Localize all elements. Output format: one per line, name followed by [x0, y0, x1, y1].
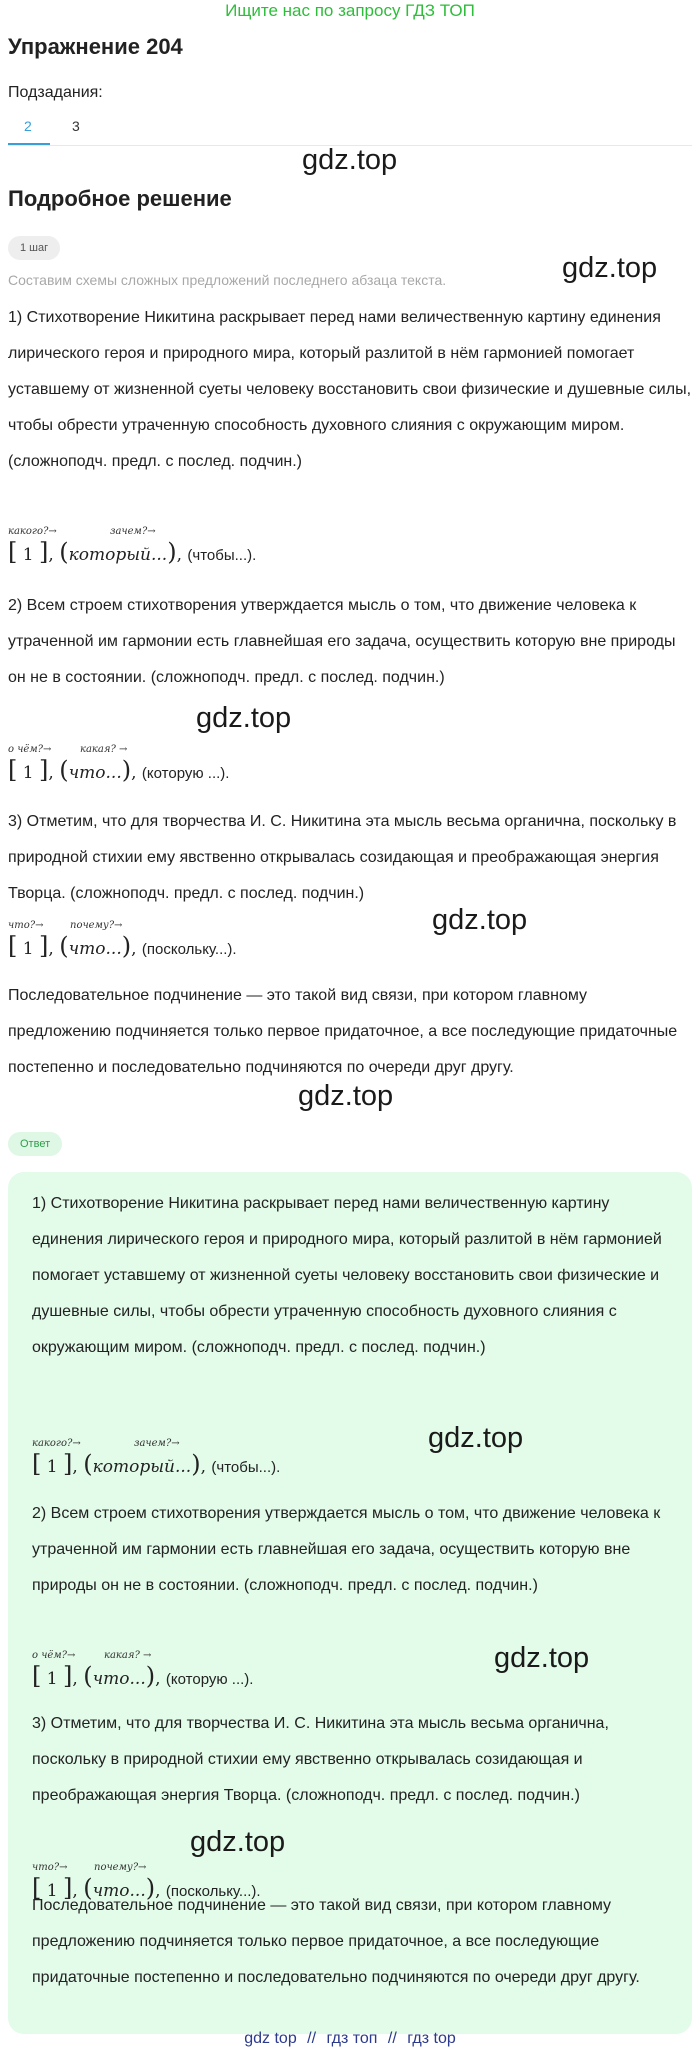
- scheme-question: зачем?→: [134, 1438, 180, 1449]
- scheme-question: о чём?→: [8, 744, 52, 755]
- watermark: gdz.top: [428, 1422, 524, 1454]
- scheme-main-clause: 1: [22, 545, 34, 565]
- footer-separator: //: [387, 2030, 397, 2047]
- answer-paragraph-3: 3) Отметим, что для творчества И. С. Никитина эта мысль весьма органична, поскольку в природной стихии ему явственно открывалась созидающая и преображающая энергия Творца. (сложноподч. предл. с послед. подчин.): [32, 1715, 609, 1804]
- scheme-clause-tail: (поскольку...).: [165, 1883, 261, 1900]
- footer-link[interactable]: гдз top: [407, 2030, 456, 2047]
- scheme-question: что?→: [8, 920, 44, 931]
- scheme-clause: что...: [68, 939, 122, 959]
- scheme-main-clause: 1: [22, 763, 34, 783]
- watermark: gdz.top: [190, 1826, 286, 1858]
- answer-badge: Ответ: [8, 1132, 62, 1156]
- scheme-clause: что...: [92, 1881, 146, 1901]
- scheme-clause: который...: [92, 1457, 192, 1477]
- tab-subtask-3[interactable]: 3: [72, 118, 80, 134]
- subtask-tabs: [8, 112, 692, 146]
- solution-paragraph-2: 2) Всем строем стихотворения утверждается мысль о том, что движение человека к утраченной им гармонии есть главнейшая его задача, осуществить которую вне природы он не в состоянии. (сложноподч. предл. с послед. подчин.): [8, 597, 676, 686]
- scheme-clause: что...: [92, 1669, 146, 1689]
- solution-paragraph-4: Последовательное подчинение — это такой вид связи, при котором главному предложению подчиняется только первое придаточное, а все последующие придаточные постепенно и последовательно подчиняются по очереди друг другу.: [8, 987, 678, 1076]
- scheme-clause-tail: (чтобы...).: [187, 547, 257, 564]
- footer-link[interactable]: gdz top: [244, 2030, 297, 2047]
- answer-paragraph-1: 1) Стихотворение Никитина раскрывает перед нами величественную картину единения лирического героя и природного мира, который разлитой в нём гармонией помогает уставшему от жизненной суеты человеку восстановить свои физические и душевные силы, чтобы обрести утраченную способность духовного слияния с окружающим миром. (сложноподч. предл. с послед. подчин.): [32, 1195, 662, 1356]
- scheme-question: какого?→: [32, 1438, 81, 1449]
- solution-paragraph-1: 1) Стихотворение Никитина раскрывает перед нами величественную картину единения лирического героя и природного мира, который разлитой в нём гармонией помогает уставшему от жизненной суеты человеку восстановить свои физические и душевные силы, чтобы обрести утраченную способность духовного слияния с окружающим миром. (сложноподч. предл. с послед. подчин.): [8, 309, 692, 470]
- scheme-question: о чём?→: [32, 1650, 76, 1661]
- intro-text: Составим схемы сложных предложений последнего абзаца текста.: [8, 272, 447, 288]
- page-title: Упражнение 204: [8, 34, 183, 59]
- scheme-question: почему?→: [94, 1862, 147, 1873]
- scheme-clause-tail: (чтобы...).: [211, 1459, 281, 1476]
- scheme-main-clause: 1: [22, 939, 34, 959]
- footer-separator: //: [307, 2030, 317, 2047]
- footer-link[interactable]: гдз топ: [326, 2030, 378, 2047]
- watermark: gdz.top: [494, 1642, 590, 1674]
- scheme-clause: который...: [68, 545, 168, 565]
- watermark: gdz.top: [298, 1080, 394, 1112]
- step-badge: 1 шаг: [8, 236, 60, 260]
- scheme-main-clause: 1: [46, 1457, 58, 1477]
- scheme-clause-tail: (поскольку...).: [141, 941, 237, 958]
- watermark: gdz.top: [196, 702, 292, 734]
- scheme-question: что?→: [32, 1862, 68, 1873]
- tab-subtask-2[interactable]: 2: [24, 118, 32, 134]
- scheme-question: какая? →: [80, 744, 128, 755]
- scheme-clause-tail: (которую ...).: [141, 765, 230, 782]
- active-tab-indicator: [8, 143, 50, 145]
- watermark: gdz.top: [562, 252, 658, 284]
- scheme-question: какая? →: [104, 1650, 152, 1661]
- scheme-clause-tail: (которую ...).: [165, 1671, 254, 1688]
- watermark: gdz.top: [302, 144, 398, 176]
- scheme-clause: что...: [68, 763, 122, 783]
- answer-box: 1) Стихотворение Никитина раскрывает перед нами величественную картину единения лирического героя и природного мира, который разлитой в нём гармонией помогает уставшему от жизненной суеты человеку восстановить свои физические и душевные силы, чтобы обрести утраченную способность духовного слияния с окружающим миром. (сложноподч. предл. с послед. подчин.) gdz.top какого?→ зачем?→ [ 1 ], (который...), (чтобы...). 2) Всем строем стихотворения утверждается мысль о том, что движение человека к утраченной им гармонии есть главнейшая его задача, осуществить которую вне природы он не в состоянии. (сложноподч. предл. с послед. подчин.) gdz.top о чём?→ какая? → [ 1 ], (что...), (которую ...). 3) Отметим, что для творчества И. С. Никитина эта мысль весьма органична, поскольку в природной стихии ему явственно открывалась созидающая и преображающая энергия Творца. (сложноподч. предл. с послед. подчин.) gdz.top что?→ почему?→ [ 1 ], (что...), (поскольку...). Последовательное подчинение — это такой вид связи, при котором главному предложению подчиняется только первое придаточное, а все последующие придаточные постепенно и последовательно подчиняются по очереди друг другу.: [8, 1172, 692, 2034]
- footer-links: [0, 2030, 700, 2048]
- subtasks-label: Подзадания:: [8, 84, 103, 101]
- search-banner: Ищите нас по запросу ГДЗ ТОП: [225, 1, 475, 20]
- answer-paragraph-2: 2) Всем строем стихотворения утверждается мысль о том, что движение человека к утраченной им гармонии есть главнейшая его задача, осуществить которую вне природы он не в состоянии. (сложноподч. предл. с послед. подчин.): [32, 1505, 661, 1594]
- answer-paragraph-4: Последовательное подчинение — это такой вид связи, при котором главному предложению подчиняется только первое придаточное, а все последующие придаточные постепенно и последовательно подчиняются по очереди друг другу.: [32, 1897, 640, 1986]
- watermark: gdz.top: [432, 904, 528, 936]
- scheme-question: зачем?→: [110, 526, 156, 537]
- scheme-question: какого?→: [8, 526, 57, 537]
- solution-paragraph-3: 3) Отметим, что для творчества И. С. Никитина эта мысль весьма органична, поскольку в природной стихии ему явственно открывалась созидающая и преображающая энергия Творца. (сложноподч. предл. с послед. подчин.): [8, 813, 677, 902]
- scheme-main-clause: 1: [46, 1881, 58, 1901]
- section-title: Подробное решение: [8, 186, 232, 211]
- scheme-main-clause: 1: [46, 1669, 58, 1689]
- scheme-question: почему?→: [70, 920, 123, 931]
